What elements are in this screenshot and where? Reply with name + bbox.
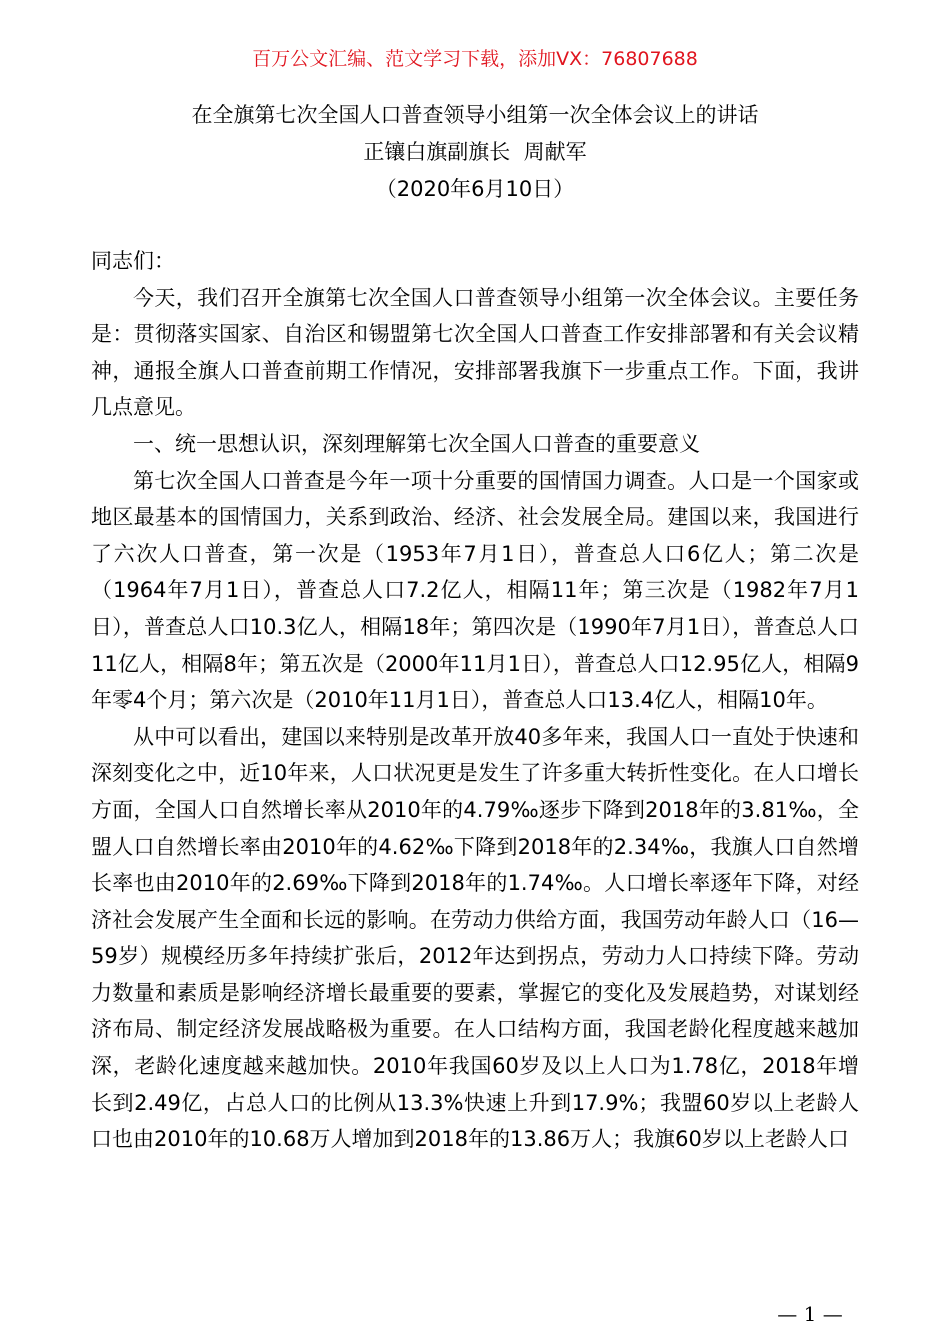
document-header bbox=[0, 97, 950, 208]
speech-date: （2020年6月10日） bbox=[375, 177, 575, 201]
watermark-banner: 百万公文汇编、范文学习下载，添加VX：76807688 bbox=[252, 48, 698, 70]
document-body bbox=[91, 243, 859, 1158]
section-heading: 一、统一思想认识，深刻理解第七次全国人口普查的重要意义 bbox=[133, 431, 700, 456]
body-paragraph: 第七次全国人口普查是今年一项十分重要的国情国力调查。人口是一个国家或地区最基本的国情国力，关系到政治、经济、社会发展全局。建国以来，我国进行了六次人口普查，第一次是（1953年7月1日），普查总人口6亿人；第二次是（1964年7月1日），普查总人口7.2亿人，相隔11年；第三次是（1982年7月1日），普查总人口10.3亿人，相隔18年；第四次是（1990年7月1日），普查总人口11亿人，相隔8年；第五次是（2000年11月1日），普查总人口12.95亿人，相隔9年零4个月；第六次是（2010年11月1日），普查总人口13.4亿人，相隔10年。 bbox=[91, 468, 859, 713]
document-title: 在全旗第七次全国人口普查领导小组第一次全体会议上的讲话 bbox=[191, 103, 759, 127]
page-number: — 1 — bbox=[777, 1302, 843, 1326]
body-paragraph: 今天，我们召开全旗第七次全国人口普查领导小组第一次全体会议。主要任务是：贯彻落实国家、自治区和锡盟第七次全国人口普查工作安排部署和有关会议精神，通报全旗人口普查前期工作情况，安排部署我旗下一步重点工作。下面，我讲几点意见。 bbox=[91, 285, 859, 420]
body-paragraph: 从中可以看出，建国以来特别是改革开放40多年来，我国人口一直处于快速和深刻变化之中，近10年来，人口状况更是发生了许多重大转折性变化。在人口增长方面，全国人口自然增长率从2010年的4.79‰逐步下降到2018年的3.81‰，全盟人口自然增长率由2010年的4.62‰下降到2018年的2.34‰，我旗人口自然增长率也由2010年的2.69‰下降到2018年的1.74‰。人口增长率逐年下降，对经济社会发展产生全面和长远的影响。在劳动力供给方面，我国劳动年龄人口（16—59岁）规模经历多年持续扩张后，2012年达到拐点，劳动力人口持续下降。劳动力数量和素质是影响经济增长最重要的要素，掌握它的变化及发展趋势，对谋划经济布局、制定经济发展战略极为重要。在人口结构方面，我国老龄化程度越来越加深，老龄化速度越来越加快。2010年我国60岁及以上人口为1.78亿，2018年增长到2.49亿，占总人口的比例从13.3%快速上升到17.9%；我盟60岁以上老龄人口也由2010年的10.68万人增加到2018年的13.86万人；我旗60岁以上老龄人口 bbox=[91, 724, 859, 1152]
speaker-line: 正镶白旗副旗长 周献军 bbox=[363, 140, 587, 164]
salutation: 同志们： bbox=[91, 249, 175, 273]
